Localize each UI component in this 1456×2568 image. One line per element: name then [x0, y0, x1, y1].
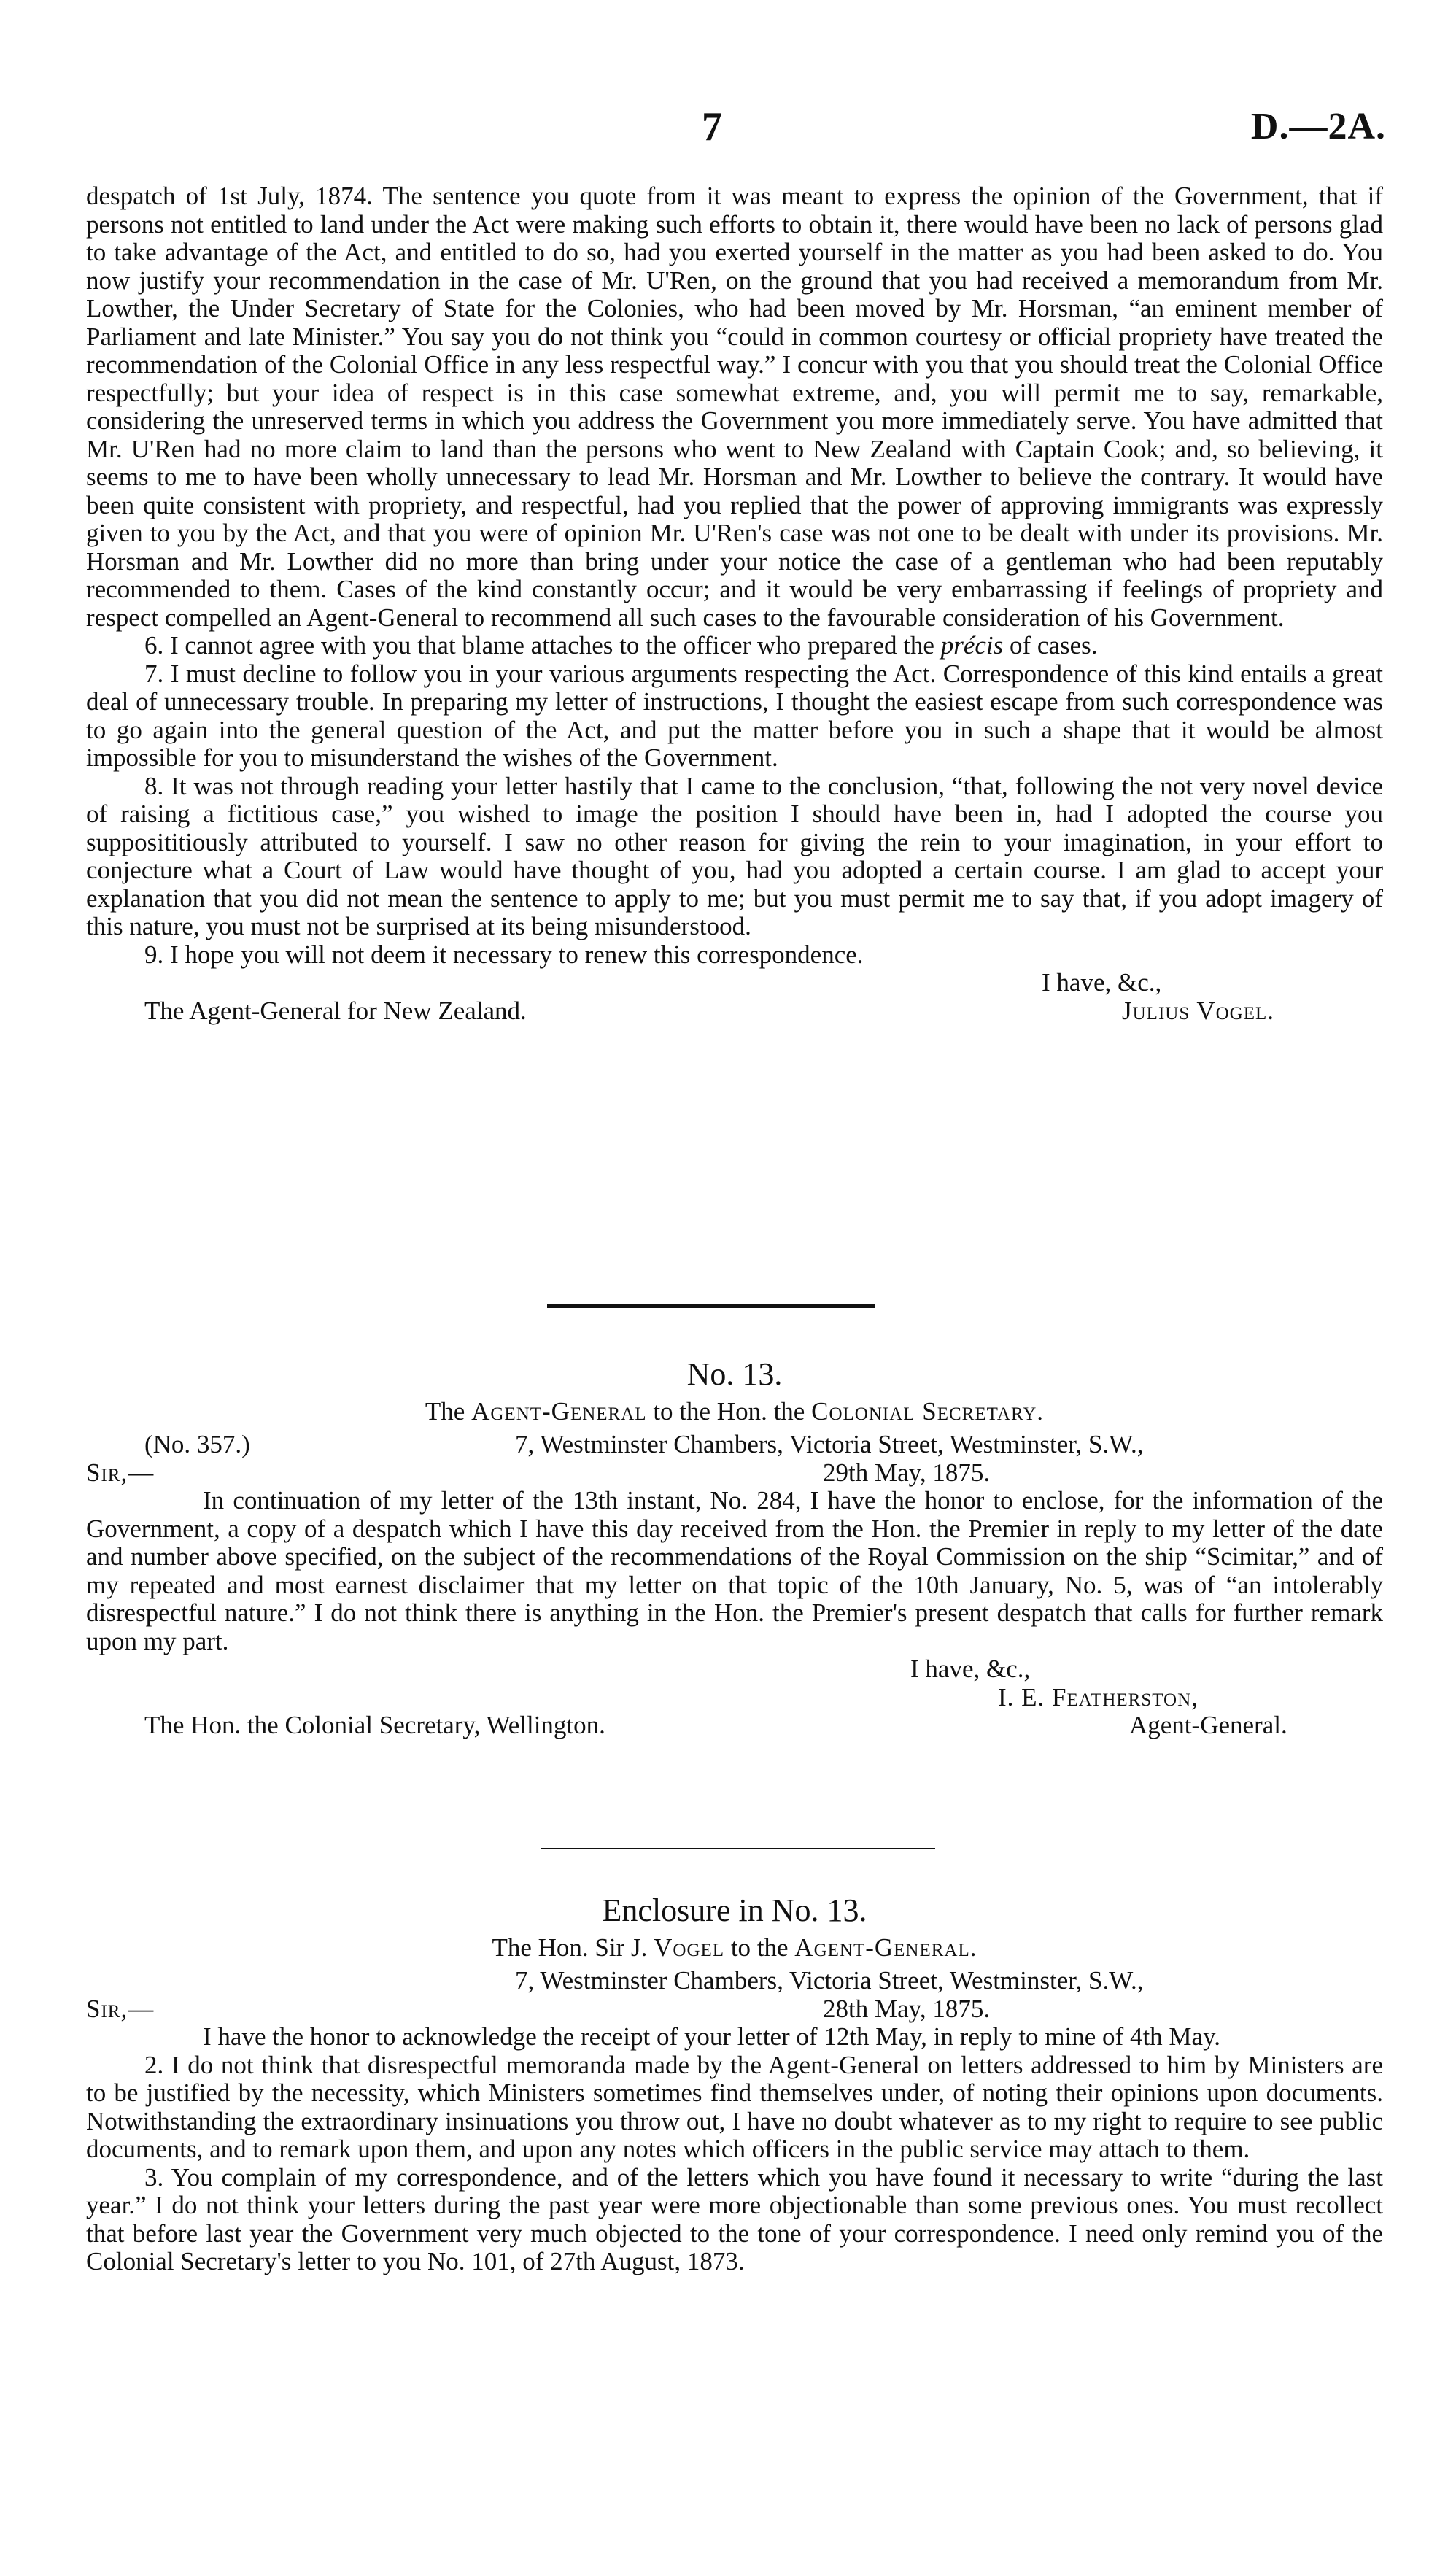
- salutation: Sir,—: [86, 1458, 155, 1487]
- salutation-date-line: [86, 1459, 1383, 1488]
- paragraph-6-text-b: of cases.: [1003, 631, 1098, 660]
- signatory-title: Agent-General.: [1129, 1711, 1287, 1739]
- paragraph-6: [86, 632, 1383, 660]
- subheading-to: Colonial Secretary.: [811, 1397, 1045, 1426]
- paragraph-2: 2. I do not think that disrespectful memoranda made by the Agent-General on letters addressed to him by Ministers are to be justified by the necessity, which Ministers sometimes find themselves under, of noting their opinions upon documents. Notwithstanding the extraordinary insinuations you throw out, I have no doubt whatever as to my right to require to see public documents, and to remark upon them, and upon any notes which officers in the public service may attach to them.: [86, 2050, 1383, 2163]
- letter-subheading: [86, 1397, 1383, 1426]
- enclosure-subheading: [86, 1933, 1383, 1962]
- closing-line: [86, 1655, 1383, 1684]
- salutation-date-line: [86, 1995, 1383, 2024]
- letter-ref-number: (No. 357.): [144, 1430, 250, 1458]
- precis-term: précis: [940, 631, 1004, 660]
- closing: I have, &c.,: [910, 1655, 1031, 1683]
- page-number: 7: [702, 104, 722, 150]
- subheading-from: Agent-General: [471, 1397, 647, 1426]
- section-divider-thin: [541, 1848, 935, 1849]
- sender-address: 7, Westminster Chambers, Victoria Street, Westminster, S.W.,: [515, 1966, 1144, 1995]
- paragraph-9: 9. I hope you will not deem it necessary to renew this correspondence.: [144, 940, 864, 969]
- subheading-mid: to the Hon. the: [646, 1397, 812, 1426]
- signature-line: [86, 997, 1383, 1026]
- paragraph-6-text-a: 6. I cannot agree with you that blame attaches to the officer who prepared the: [144, 631, 941, 660]
- section-divider-thick: [547, 1304, 875, 1308]
- salutation: Sir,—: [86, 1994, 155, 2023]
- enclosure-heading: Enclosure in No. 13.: [602, 1892, 867, 1928]
- closing-line: [86, 969, 1383, 997]
- letter-body: [86, 1487, 1383, 1655]
- addressee-line: [86, 1712, 1383, 1740]
- signature-line: [86, 1684, 1383, 1712]
- document-reference: D.—2A.: [1250, 106, 1386, 147]
- letter-date: 28th May, 1875.: [823, 1994, 991, 2023]
- letter-date: 29th May, 1875.: [823, 1458, 991, 1487]
- paragraph-8: 8. It was not through reading your letter hastily that I came to the conclusion, “that, following the not very novel device of raising a fictitious case,” you wished to image the position I should have been in, had I adopted the course you supposititiously attributed to yourself. I saw no other reason for giving the rein to your imagination, in your effort to conjecture what a Court of Law would have thought of you, had you adopted a certain course. I am glad to accept your explanation that you did not mean the sentence to apply to me; but you must permit me to say that, if you adopt imagery of this nature, you must not be surprised at its being misunderstood.: [86, 771, 1383, 940]
- paragraph-5-continued: despatch of 1st July, 1874. The sentence you quote from it was meant to express the opinion of the Government, that if persons not entitled to land under the Act were making such efforts to obtain it, there would have been no lack of persons glad to take advantage of the Act, and entitled to do so, had you exerted yourself in the matter as you had been asked to do. You now justify your recommendation in the case of Mr. U'Ren, on the ground that you had received a memorandum from Mr. Lowther, the Under Secretary of State for the Colonies, who had been moved by Mr. Horsman, “an eminent member of Parliament and late Minister.” You say you do not think you “could in common courtesy or official propriety have treated the recommendation of the Colonial Office in any less respectful way.” I concur with you that you should treat the Colonial Office respectfully; but your idea of respect is in this case somewhat extreme, and, you will permit me to say, remarkable, considering the unreserved terms in which you address the Government you more immediately serve. You have admitted that Mr. U'Ren had no more claim to land than the persons who went to New Zealand with Captain Cook; and, so believing, it seems to me to have been wholly unnecessary to lead Mr. Horsman and Mr. Lowther to believe the contrary. It would have been quite consistent with propriety, and respectful, had you replied that the power of approving immigrants was expressly given to you by the Act, and that you were of opinion Mr. U'Ren's case was not one to be dealt with under its provisions. Mr. Horsman and Mr. Lowther did no more than bring under your notice the case of a gentleman who had been reputably recommended to them. Cases of the kind constantly occur; and it would be very embarrassing if feelings of propriety and respect compelled an Agent-General to recommend all such cases to the favourable consideration of his Government.: [86, 182, 1383, 632]
- letter-no-13: [86, 1355, 1383, 1740]
- paragraph-1: I have the honor to acknowledge the receipt of your letter of 12th May, in reply to mine of 4th May.: [203, 2022, 1221, 2051]
- ref-address-line: [86, 1431, 1383, 1459]
- subheading-from: Vogel: [654, 1933, 725, 1962]
- letter-continuation: [86, 182, 1383, 1025]
- subheading-mid: to the: [724, 1933, 795, 1962]
- addressee: The Hon. the Colonial Secretary, Wellington.: [144, 1711, 605, 1739]
- addressee: The Agent-General for New Zealand.: [144, 996, 527, 1025]
- letter-heading: No. 13.: [686, 1356, 783, 1392]
- paragraph-3: 3. You complain of my correspondence, and of the letters which you have found it necessary to write “during the last year.” I do not think your letters during the past year were more objectionable than some previous ones. You must recollect that before last year the Government very much objected to the tone of your correspondence. I need only remind you of the Colonial Secretary's letter to you No. 101, of 27th August, 1873.: [86, 2162, 1383, 2275]
- paragraph-7: 7. I must decline to follow you in your various arguments respecting the Act. Correspondence of this kind entails a great deal of unnecessary trouble. In preparing my letter of instructions, I thought the easiest escape from such correspondence was to go again into the general question of the Act, and put the matter before you in such a shape that it would be almost impossible for you to misunderstand the wishes of the Government.: [86, 659, 1383, 772]
- address-line: [86, 1967, 1383, 1995]
- enclosure-in-no-13: [86, 1892, 1383, 2276]
- signature: I. E. Featherston,: [998, 1682, 1199, 1712]
- signature: Julius Vogel.: [1122, 996, 1275, 1025]
- body-paragraph: In continuation of my letter of the 13th instant, No. 284, I have the honor to enclose, for the information of the Government, a copy of a despatch which I have this day received from the Hon. the Premier in reply to my letter of the date and number above specified, on the subject of the recommendations of the Royal Commission on the ship “Scimitar,” and of my repeated and most earnest disclaimer that my letter on that topic of the 10th January, No. 5, was of “an intolerably disrespectful nature.” I do not think there is anything in the Hon. the Premier's present despatch that calls for further remark upon my part.: [86, 1486, 1383, 1655]
- sender-address: 7, Westminster Chambers, Victoria Street, Westminster, S.W.,: [515, 1430, 1144, 1458]
- subheading-prefix: The: [425, 1397, 472, 1426]
- closing: I have, &c.,: [1042, 968, 1162, 997]
- subheading-prefix: The Hon. Sir J.: [492, 1933, 654, 1962]
- subheading-to: Agent-General.: [794, 1933, 977, 1962]
- enclosure-body: [86, 2023, 1383, 2276]
